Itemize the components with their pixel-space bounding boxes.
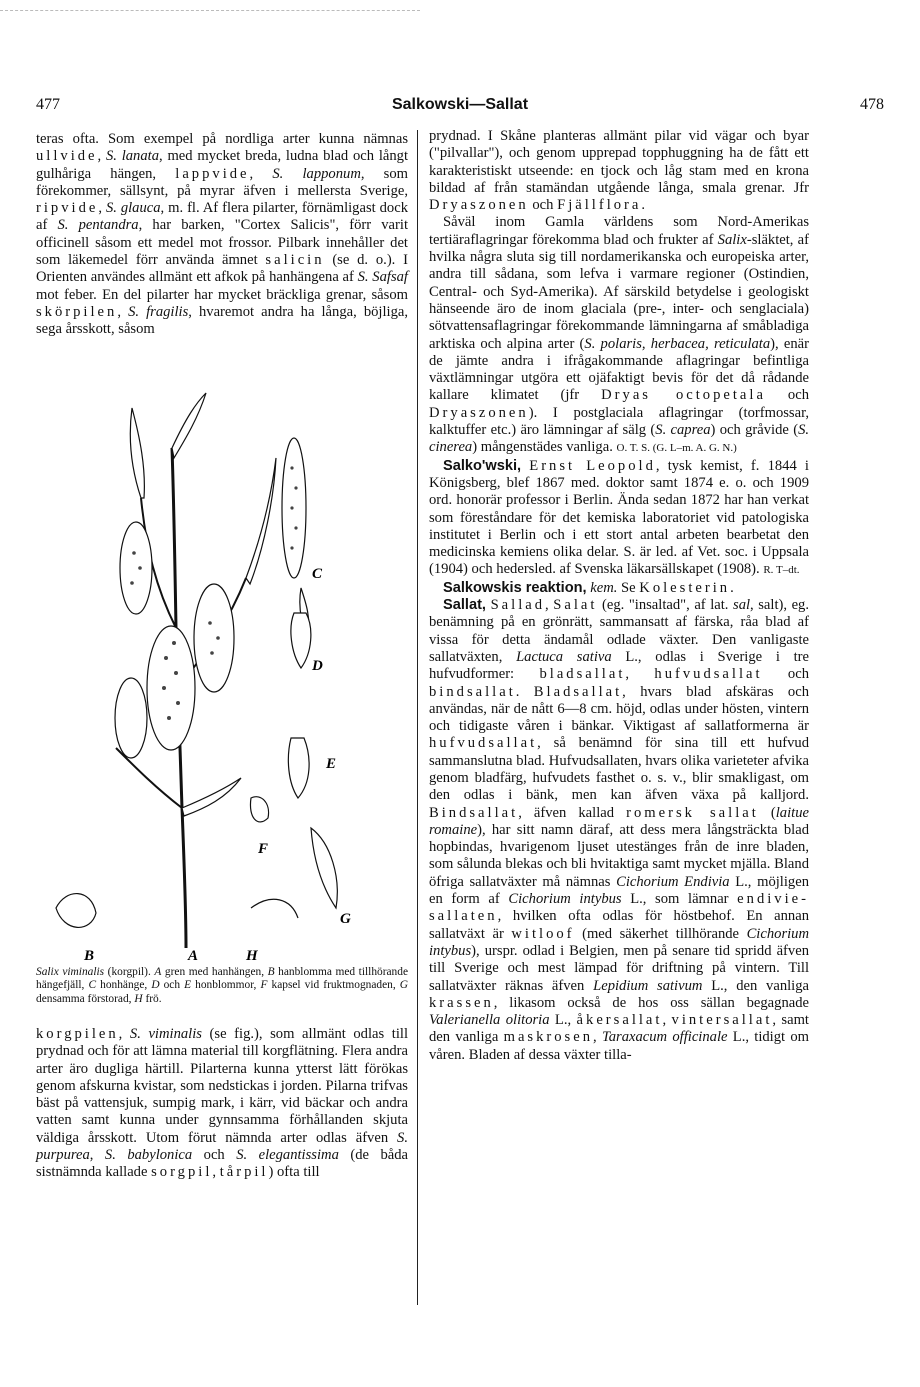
salix-viminalis-drawing: [36, 388, 408, 963]
figure-label-b: B: [84, 948, 95, 963]
figure-label-h: H: [246, 948, 258, 963]
entry-sallat: Sallat, Sallad, Salat (eg. "insaltad", af lat. sal, salt), eg. benämning på en grönrätt, sammansatt af färska, råa blad af vissa för detta ändamål odlade växter. Den vanligaste sallatväxten, Lactuca sativa L., odlas i Sverige i tre hufvudformer: bladsallat, hufvudsallat och bindsallat. Bladsallat, hvars blad afskäras och användas, när de nått 6—8 cm. höjd, odlas under hösten, vintern och tidigaste våren i bänkar. Viktigast af sallatformerna är hufvudsallat, så benämnd för sina till ett hufvud sammanslutna blad. Hufvudsallaten, hvars olika varieteter afvika genom bladfärg, hufvudets fasthet o. s. v., blir smakligast, om den odlas i bänk, men kan äfven växa på kalljord. Bindsallat, äfven kallad romersk sallat (laitue romaine), har sitt namn däraf, att dess mera långsträckta blad hopbindas, hvarigenom ljuset utestänges från de inre bladen, som sålunda blekas och bli hvitaktiga samt mycket mjälla. Bland öfriga sallatväxter må nämnas Cichorium Endivia L., möjligen en form af Cichorium intybus L., som lämnar endivie-sallaten, hvilken ofta odlas för höstbehof. En annan sallatväxt är witloof (med säkerhet tillhörande Cichorium intybus), urspr. odlad i Belgien, men på senare tid spridd äfven till Sverige och mest lämpad för driftning på vintern. Till sallatväxter räknas äfven Lepidium sativum L., den vanliga krassen, likasom också de hos oss sällan begagnade Valerianella olitoria L., åkersallat, vintersallat, samt den vanliga maskrosen, Taraxacum officinale L., tidigt om våren. Bladen af dessa växter tilla-: [429, 597, 810, 1063]
left-column-text: [36, 131, 408, 339]
right-paragraph-1: prydnad. I Skåne planteras allmänt pilar vid vägar och byar ("pilvallar"), och genom upprepad topphuggning ha de fått ett karakteristiskt utseende: en tjock och låg stam med en krona bildad af från stamändan utgående långa, smala grenar. Jfr Dryaszonen och Fjällflora.: [429, 128, 809, 214]
figure-label-g: G: [340, 911, 351, 927]
scan-top-line: [0, 10, 420, 12]
page-number-left: 477: [36, 96, 60, 113]
entry-salkowski: Salko'wski, Ernst Leopold, tysk kemist, f. 1844 i Königsberg, blef 1867 med. doktor samt 1874 e. o. och 1909 ord. honorär professor i Berlin. Ända sedan 1872 har han verkat som föreståndare för det kemiska laboratoriet vid patologiska institutet i Berlin och i ett stort antal arbeten bearbetat den medicinska kemiens olika delar. S. är led. af Vet. soc. i Uppsala (1904) och hedersled. af Svenska läkarsällskapet (1908). R. T–dt.: [429, 457, 809, 578]
headword: Salkowskis reaktion,: [443, 579, 587, 596]
column-divider: [417, 130, 418, 1305]
right-column-text: [429, 128, 809, 1064]
headword: Sallat,: [443, 597, 486, 614]
figure-label-d: D: [312, 658, 323, 674]
left-paragraph: teras ofta. Som exempel på nordliga arter kunna nämnas ullvide, S. lanata, med mycket breda, ludna blad och långt gulhåriga hängen, lappvide, S. lapponum, som förekommer, sällsynt, på myrar äfven i mellersta Sverige, ripvide, S. glauca, m. fl. Af flera pilarter, förnämligast dock af S. pentandra, har barken, "Cortex Salicis", förr varit officinell såsom ett medel mot frossor. Pilbark innehåller det som läkemedel förr använda ämnet salicin (se d. o.). I Orienten användes allmänt ett afkok på hanhängena af S. Safsaf mot feber. En del pilarter har mycket bräckliga grenar, såsom skörpilen, S. fragilis, hvaremot andra ha långa, böjliga, sega årsskott, såsom: [36, 131, 409, 338]
left-column-bottom-text: [36, 1026, 408, 1182]
left-bottom-paragraph: korgpilen, S. viminalis (se fig.), som allmänt odlas till prydnad och för att lämna material till korgflätning. Flera andra arter äro dugliga härtill. Pilarterna kunna ytterst lätt förökas genom afskurna kvistar, som nedstickas i jorden. Pilarna trifvas bäst på vattensjuk, sumpig mark, i kärr, vid bäckar och andra vatten samt kunna under gynnsamma förhållanden skjuta väldiga årsskott. Utom förut nämnda arter odlas äfven S. purpurea, S. babylonica och S. elegantissima (de båda sistnämnda kallade sorgpil, tårpil) ofta till: [36, 1026, 408, 1181]
author-signature: O. T. S. (G. L–m. A. G. N.): [616, 442, 737, 455]
figure-label-f: F: [258, 841, 269, 857]
entry-salkowskis-reaktion: Salkowskis reaktion, kem. Se Kolesterin.: [443, 579, 734, 596]
figure-label-e: E: [326, 756, 337, 772]
figure-label-a: A: [188, 948, 199, 963]
page-number-right: 478: [860, 96, 884, 113]
willow-illustration: [36, 388, 408, 963]
catkin: [147, 626, 195, 750]
page-header: [36, 96, 884, 120]
figure-label-c: C: [312, 566, 323, 582]
right-paragraph-2: Såväl inom Gamla världens som Nord-Amerikas tertiäraflagringar förekomma blad och frukter af Salix-släktet, af hvilka några sluta sig till nordamerikanska och europeiska arter, andra till sådana, som lefva i varmare regioner (Ostindien, Central- och Syd-Amerika). Af särskild betydelse i geologiskt hänseende äro de inom glaciala (pre-, inter- och senglaciala) sötvattensaflagringar förekommande lämningarna af småbladiga arktiska och alpina arter (S. polaris, herbacea, reticulata), enär de jämte andra i ifrågakommande aflagringar befintliga växtlämningar utgöra ett ojäfaktigt bevis för det då rådande kallare klimatet (jfr Dryas octopetala och Dryaszonen). I postglaciala aflagringar (torfmossar, kalktuffer etc.) äro lämningar af sälg (S. caprea) och gråvide (S. cinerea) mångenstädes vanliga. O. T. S. (G. L–m. A. G. N.): [429, 214, 810, 456]
author-signature: R. T–dt.: [763, 564, 800, 577]
figure-caption: Salix viminalis (korgpil). A gren med hanhängen, B hanblomma med tillhörande hängefjäll, C honhänge, D och E honblommor, F kapsel vid fruktmognaden, G densamma förstorad, H frö.: [36, 966, 409, 1005]
headword: Salko'wski,: [443, 457, 522, 474]
running-title: Salkowski—Sallat: [391, 96, 529, 113]
